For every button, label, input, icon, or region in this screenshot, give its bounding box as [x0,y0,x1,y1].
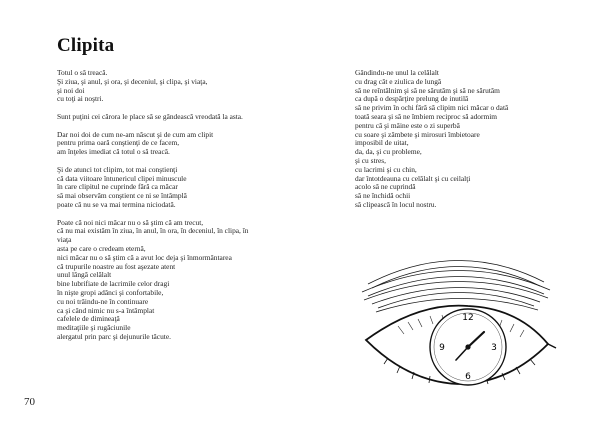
poem-stanza [57,69,307,104]
poem-right-column [355,69,570,219]
poem-line: meditaţiile şi rugăciunile [57,323,131,333]
poem-line: poate că nu se va mai termina niciodată. [57,199,176,209]
poem-stanza [57,166,307,210]
poem-line: cu soare şi zâmbete şi mirosuri îmbietoare [355,129,480,139]
poem-line: dar întotdeauna cu celălalt şi cu ceilalţi [355,173,471,183]
poem-line: pentru că şi mâine este o zi superbă [355,120,460,130]
poem-line: alergatul prin parc şi dejunurile tăcute. [57,331,171,341]
poem-line: să ne reîntâlnim şi să ne sărutăm şi să ne sărutăm [355,85,500,95]
poem-line: cu drag cât e ziulica de lungă [355,76,442,86]
poem-line: viaţa [57,235,72,245]
clock-numeral-9: 9 [439,343,445,353]
poem-line: să ne privim în ochi fără să clipim nici măcar o dată [355,103,509,113]
poem-line: Poate că noi nici măcar nu o să ştim că am trecut, [57,217,204,227]
poem-line: ca şi când nimic nu s-a întâmplat [57,305,155,315]
poem-line: că trupurile noastre au fost aşezate atent [57,261,176,271]
poem-stanza [57,219,307,342]
poem-line: toată seara şi să ne îmbiem reciproc să adormim [355,111,498,121]
eye-corner [548,344,556,348]
eye-clock-illustration [358,244,558,394]
poem-line: cafelele de dimineaţă [57,314,120,324]
poem-left-column [57,69,307,351]
poem-line: da, da, şi cu probleme, [355,147,422,157]
clock-numeral-6: 6 [465,372,471,382]
poem-line: Gândindu-ne unul la celălalt [355,68,439,77]
poem-line: acolo să ne cuprindă [355,182,416,192]
poem-line: cu toţi ai noştri. [57,94,104,104]
poem-stanza [57,113,307,122]
poem-line: nici măcar nu o să ştim că a avut loc deja şi înmormântarea [57,252,232,262]
poem-line: Sunt puţini cei cărora le place să se gândească vreodată la asta. [57,111,243,121]
page-title: Clipita [57,35,115,56]
poem-stanza [57,131,307,157]
poem-line: şi noi doi [57,85,85,95]
poem-line: ca după o despărţire prelung de inutilă [355,94,469,104]
poem-line: pentru prima oară conştienţi de ce facem, [57,138,180,148]
poem-line: în care clipitul ne cuprinde fără ca măcar [57,182,178,192]
poem-line: în nişte gropi adânci şi confortabile, [57,287,164,297]
poem-line: bine lubrifiate de lacrimile celor dragi [57,279,170,289]
poem-line: Dar noi doi de cum ne-am născut şi de cum am clipit [57,129,214,139]
poem-stanza [355,69,570,210]
clock-numeral-12: 12 [462,313,474,323]
poem-line: să ne închidă ochii [355,191,411,201]
poem-line: Totul o să treacă. [57,68,108,77]
poem-line: imposibil de uitat, [355,138,409,148]
poem-line: cu lacrimi şi cu chin, [355,164,417,174]
poem-line: că data viitoare întunericul clipei minuscule [57,173,187,183]
poem-line: asta pe care o credeam eternă, [57,243,146,253]
poem-line: Şi ziua, şi anul, şi ora, şi deceniul, şi clipa, şi viaţa, [57,76,208,86]
poem-line: şi cu stres, [355,155,386,165]
clock-center-pin [465,344,470,349]
poem-line: Şi de atunci tot clipim, tot mai conştienţi [57,164,178,174]
poem-line: că nu mai existăm în ziua, în anul, în ora, în deceniul, în clipa, în [57,226,249,236]
clock-numeral-3: 3 [491,343,497,353]
poem-line: unul lângă celălalt [57,270,112,280]
poem-line: să clipească în locul nostru. [355,199,437,209]
poem-line: am înţeles imediat că totul o să treacă. [57,147,170,157]
poem-line: cu noi trăindu-ne în continuare [57,296,149,306]
page-number: 70 [24,396,35,408]
poem-line: să mai observăm conştient ce ni se întâmplă [57,191,187,201]
upper-hatching [362,260,550,312]
